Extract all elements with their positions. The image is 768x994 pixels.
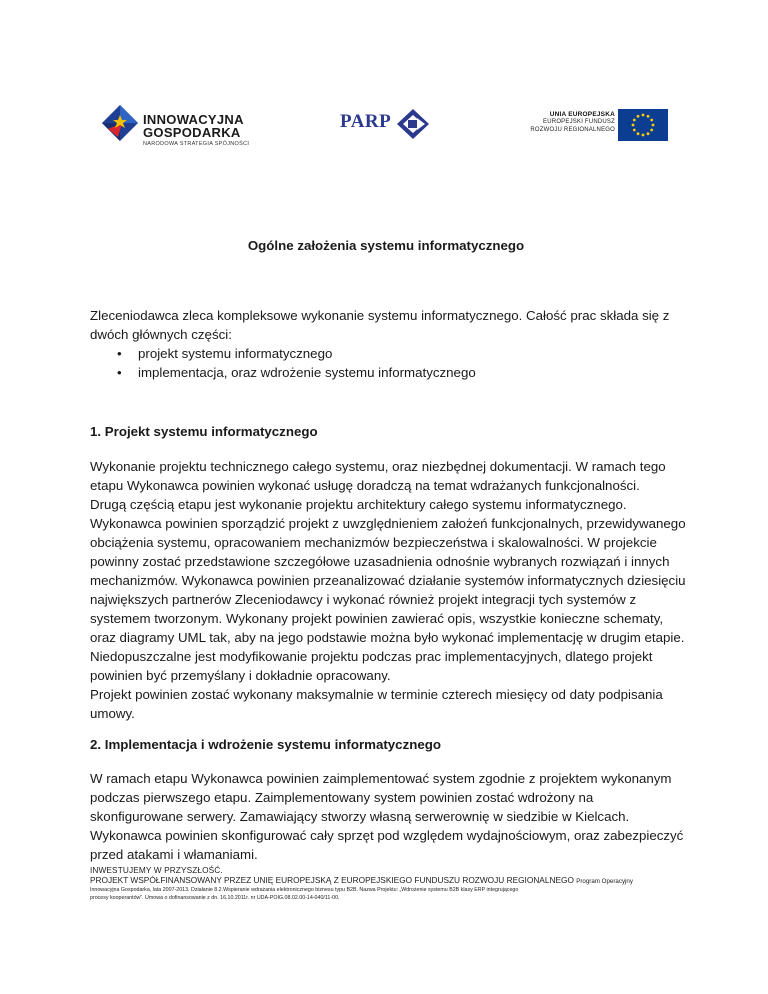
- paragraph-line: Wykonanie projektu technicznego całego systemu, oraz niezbędnej dokumentacji. W ramach tego: [90, 459, 666, 474]
- section2-body: [90, 769, 690, 864]
- intro-section: [90, 306, 690, 382]
- intro-line: Zleceniodawca zleca kompleksowe wykonanie systemu informatycznego. Całość prac składa się z: [90, 308, 670, 323]
- intro-line: dwóch głównych części:: [90, 327, 232, 342]
- paragraph-line: przed atakami i włamaniami.: [90, 847, 258, 862]
- paragraph-line: największych partnerów Zleceniodawcy i wykonać również projekt integracji tych systemów z: [90, 592, 637, 607]
- paragraph-line: powinny zostać przedstawione szczegółowe uzasadnienia odnośnie wybranych rozwiązań i innych: [90, 554, 670, 569]
- parp-emblem-icon: [397, 109, 429, 139]
- footer-slogan: INWESTUJEMY W PRZYSZŁOŚĆ.: [90, 865, 223, 875]
- paragraph-line: obciążenia systemu, opracowaniem mechanizmów bezpieczeństwa i skalowalności. W projekcie: [90, 535, 657, 550]
- section1-heading: 1. Projekt systemu informatycznego: [90, 424, 318, 439]
- eu-line2: EUROPEJSKI FUNDUSZ: [543, 119, 615, 125]
- list-item: • implementacja, oraz wdrożenie systemu informatycznego: [90, 363, 690, 382]
- paragraph-line: Wykonawca powinien skonfigurować cały sprzęt pod względem wydajnościowym, oraz zabezpieczyć: [90, 828, 684, 843]
- paragraph-line: Wykonawca powinien sporządzić projekt z uwzględnieniem założeń funkcjonalnych, przewidywanego: [90, 516, 686, 531]
- paragraph-line: Projekt powinien zostać wykonany maksymalnie w terminie czterech miesięcy od daty podpisania: [90, 687, 663, 702]
- paragraph-line: skonfigurowane serwery. Zamawiający stworzy własną serwerownię w siedzibie w Kielcach.: [90, 809, 630, 824]
- footer-cofinancing: PROJEKT WSPÓŁFINANSOWANY PRZEZ UNIĘ EUROPEJSKĄ Z EUROPEJSKIEGO FUNDUSZU ROZWOJU REGIONALNEGO: [90, 875, 574, 885]
- innowacyjna-line1: INNOWACYJNA: [143, 112, 244, 127]
- section2-heading: 2. Implementacja i wdrożenie systemu informatycznego: [90, 737, 441, 752]
- footer-agreement: procesy kooperantów”. Umowa o dofinansowanie z dn. 16.10.2011r. nr UDA-POIG.08.02.00-14-040/11-00.: [90, 894, 340, 901]
- footer-project-line: [90, 875, 690, 887]
- innowacyjna-line3: NARODOWA STRATEGIA SPÓJNOŚCI: [143, 141, 250, 147]
- paragraph-line: mechanizmów. Wykonawca powinien przeanalizować działanie systemów informatycznych dziesięciu: [90, 573, 686, 588]
- paragraph-line: oraz diagramy UML tak, aby na jego podstawie można było wykonać implementację w drugim etapie.: [90, 630, 685, 645]
- innowacyjna-gospodarka-logo: [100, 103, 260, 151]
- paragraph-line: powinien być przemyślany i dokładnie opracowany.: [90, 668, 391, 683]
- parp-text: PARP: [340, 111, 392, 132]
- eu-text: [495, 111, 615, 134]
- innowacyjna-text: [143, 113, 249, 147]
- paragraph-line: Niedopuszczalne jest modyfikowanie projektu podczas prac implementacyjnych, dlatego projekt: [90, 649, 653, 664]
- paragraph-line: Drugą częścią etapu jest wykonanie projektu architektury całego systemu informatycznego.: [90, 497, 627, 512]
- eu-logo: [528, 107, 668, 147]
- page-footer: [90, 865, 690, 902]
- footer-program: Program Operacyjny: [576, 878, 633, 885]
- footer-details: Innowacyjna Gospodarka, lata 2007-2013. Działanie 8.2.Wspieranie wdrażania elektronicznego biznesu typu B2B. Nazwa Projektu: „Wdrożenie systemu B2B klasy ERP integrującego: [90, 887, 519, 893]
- list-item: • projekt systemu informatycznego: [90, 344, 690, 363]
- paragraph-line: podczas pierwszego etapu. Zaimplementowany system powinien zostać wdrożony na: [90, 790, 594, 805]
- document-title: Ogólne założenia systemu informatycznego: [247, 238, 525, 253]
- innowacyjna-emblem-icon: [100, 103, 140, 145]
- paragraph-line: umowy.: [90, 706, 135, 721]
- innowacyjna-line2: GOSPODARKA: [143, 125, 241, 140]
- header-logos: [0, 95, 768, 155]
- eu-line3: ROZWOJU REGIONALNEGO: [530, 127, 615, 133]
- parts-list: [90, 344, 690, 382]
- paragraph-line: etapu Wykonawca powinien wykonać usługę doradczą na temat wdrażanych funkcjonalności.: [90, 478, 640, 493]
- paragraph-line: systemem tworzonym. Wykonany projekt powinien zawierać opis, wszystkie konieczne schematy,: [90, 611, 664, 626]
- paragraph-line: W ramach etapu Wykonawca powinien zaimplementować system zgodnie z projektem wykonanym: [90, 771, 672, 786]
- eu-line1: UNIA EUROPEJSKA: [549, 111, 615, 118]
- eu-flag-icon: [618, 109, 668, 141]
- section1-body: [90, 457, 690, 723]
